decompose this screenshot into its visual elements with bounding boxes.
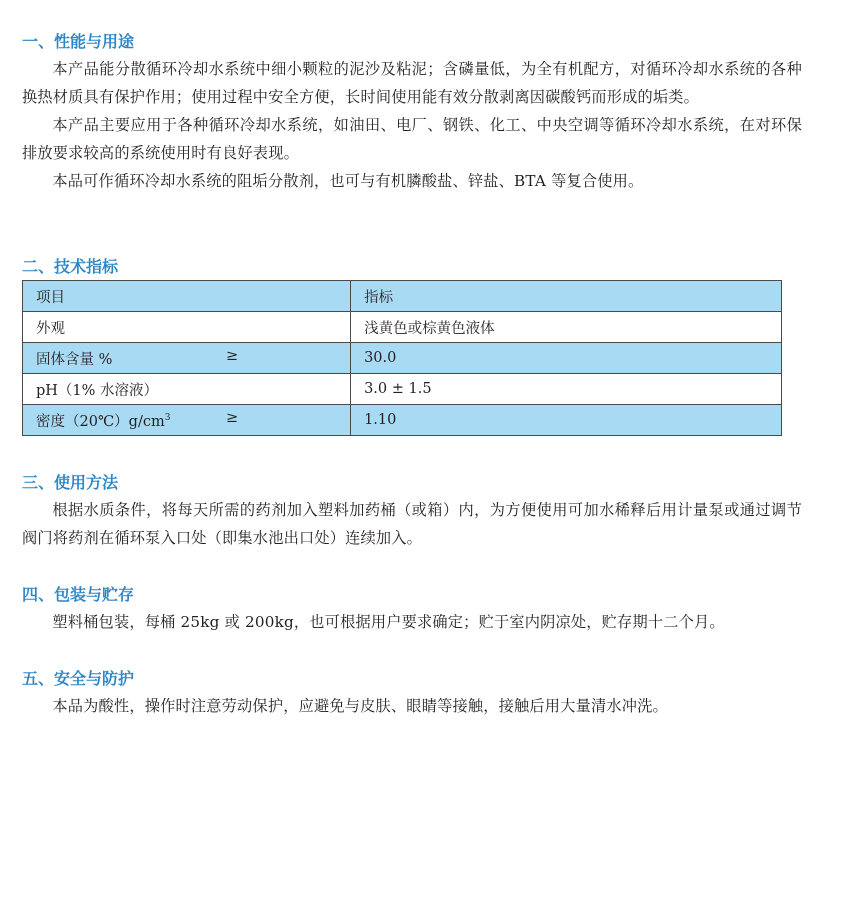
section-safety-protection: [22, 670, 802, 720]
header-cell-item: 项目: [23, 281, 351, 312]
cell-value: 3.0 ± 1.5: [351, 374, 782, 405]
section-usage-method: [22, 474, 802, 552]
cell-item: [23, 343, 351, 374]
header-cell-value: 指标: [351, 281, 782, 312]
cell-value: 浅黄色或棕黄色液体: [351, 312, 782, 343]
paragraph: 本品为酸性，操作时注意劳动保护，应避免与皮肤、眼睛等接触，接触后用大量清水冲洗。: [52, 697, 668, 715]
paragraph: 本产品主要应用于各种循环冷却水系统，如油田、电厂、钢铁、化工、中央空调等循环冷却水系统，在对环保排放要求较高的系统使用时有良好表现。: [22, 116, 802, 162]
section-heading: 一、性能与用途: [22, 32, 135, 51]
section-performance-use: [22, 33, 802, 195]
ge-sign: ≥: [226, 347, 239, 364]
item-label: 密度（20℃）g/cm: [36, 413, 165, 430]
table-row: [23, 374, 782, 405]
table-row: [23, 312, 782, 343]
table-row: [23, 405, 782, 436]
ge-sign: ≥: [226, 409, 239, 426]
item-label: 固体含量 %: [36, 351, 113, 368]
paragraph: 根据水质条件，将每天所需的药剂加入塑料加药桶（或箱）内，为方便使用可加水稀释后用计量泵或通过调节阀门将药剂在循环泵入口处（即集水池出口处）连续加入。: [22, 501, 802, 547]
section-technical-specs: [22, 258, 802, 436]
table-header-row: [23, 281, 782, 312]
cell-value: 30.0: [351, 343, 782, 374]
table-row: [23, 343, 782, 374]
paragraph: 本品可作循环冷却水系统的阻垢分散剂，也可与有机膦酸盐、锌盐、BTA 等复合使用。: [52, 172, 644, 190]
superscript: 3: [164, 412, 171, 423]
section-heading: 四、包装与贮存: [22, 585, 135, 604]
paragraph: 塑料桶包装，每桶 25kg 或 200kg，也可根据用户要求确定；贮于室内阴凉处，贮存期十二个月。: [52, 613, 725, 631]
cell-item: pH（1% 水溶液）: [23, 374, 351, 405]
cell-item: 外观: [23, 312, 351, 343]
section-packaging-storage: [22, 586, 802, 636]
paragraph: 本产品能分散循环冷却水系统中细小颗粒的泥沙及粘泥；含磷量低，为全有机配方，对循环冷却水系统的各种换热材质具有保护作用；使用过程中安全方便，长时间使用能有效分散剥离因碳酸钙而形成的垢类。: [22, 60, 802, 106]
section-heading: 二、技术指标: [22, 257, 119, 276]
cell-item: [23, 405, 351, 436]
section-heading: 五、安全与防护: [22, 669, 135, 688]
spec-table: [22, 280, 782, 436]
section-heading: 三、使用方法: [22, 473, 119, 492]
cell-value: 1.10: [351, 405, 782, 436]
